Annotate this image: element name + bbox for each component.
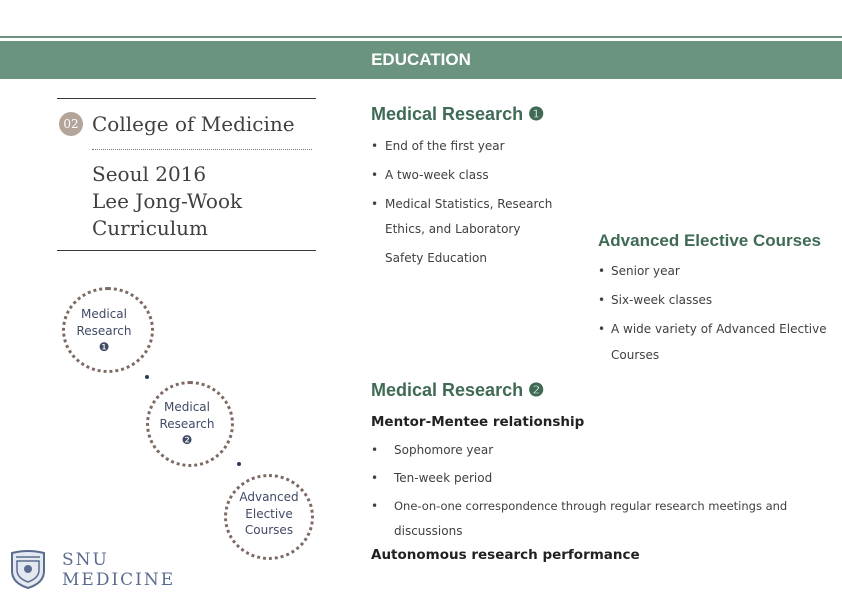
- logo-line-2: MEDICINE: [62, 570, 176, 590]
- research2-subtitle: Mentor-Mentee relationship: [371, 414, 585, 430]
- banner-top-line: [0, 36, 842, 38]
- elective-bullet-continuation: Courses: [611, 348, 660, 362]
- research1-bullet-continuation: Safety Education: [385, 251, 487, 265]
- research2-bullet-mark: •: [371, 499, 379, 513]
- research1-bullet: Medical Statistics, Research: [385, 197, 553, 211]
- circle-label-line: Advanced: [239, 490, 299, 504]
- logo-line-1: SNU: [62, 550, 109, 570]
- research2-bullet: Ten-week period: [394, 471, 493, 485]
- elective-heading: Advanced Elective Courses: [598, 231, 821, 250]
- connector-dot: [237, 462, 241, 466]
- research2-bullet-mark: •: [371, 471, 379, 485]
- elective-bullet: Six-week classes: [611, 293, 713, 307]
- research1-bullet: A two-week class: [385, 168, 489, 182]
- research2-footer: Autonomous research performance: [371, 547, 640, 563]
- research1-bullet-continuation: Ethics, and Laboratory: [385, 222, 521, 236]
- research1-bullet-mark: •: [371, 197, 379, 211]
- circle-label-line: Research: [76, 323, 132, 338]
- snu-emblem-icon: [8, 549, 48, 589]
- circle-label-line: ❷: [181, 433, 193, 447]
- top-rule: [57, 98, 316, 99]
- college-title: College of Medicine: [92, 112, 295, 136]
- circle-label-line: Research: [159, 416, 215, 431]
- curriculum-line-1: Seoul 2016: [92, 162, 207, 186]
- research2-bullet-mark: •: [371, 443, 379, 457]
- research2-bullet-continuation: discussions: [394, 524, 463, 538]
- circle-label-line: ❶: [98, 340, 110, 354]
- banner-title: EDUCATION: [371, 50, 471, 69]
- research2-heading: Medical Research ❷: [371, 380, 545, 400]
- research2-bullet: One-on-one correspondence through regular research meetings and: [394, 499, 788, 513]
- curriculum-line-3: Curriculum: [92, 216, 209, 240]
- section-number-badge: 02: [59, 112, 83, 136]
- elective-bullet-mark: •: [598, 322, 606, 336]
- research2-circle-label: [146, 399, 228, 449]
- research1-bullet-mark: •: [371, 139, 379, 153]
- circle-label-line: Courses: [244, 523, 294, 537]
- research1-bullet: End of the first year: [385, 139, 505, 153]
- elective-circle-label: [224, 489, 314, 539]
- elective-bullet-mark: •: [598, 293, 606, 307]
- dotted-separator: [92, 149, 312, 150]
- research1-circle-label: [62, 306, 146, 356]
- research1-heading: Medical Research ❶: [371, 104, 545, 124]
- circle-label-line: Elective: [245, 506, 293, 521]
- curriculum-line-2: Lee Jong-Wook: [92, 189, 243, 213]
- circle-label-line: Medical: [81, 307, 127, 321]
- elective-bullet: A wide variety of Advanced Elective: [611, 322, 827, 336]
- bottom-rule: [57, 250, 316, 251]
- connector-dot: [145, 375, 149, 379]
- circle-label-line: Medical: [164, 400, 210, 414]
- elective-bullet-mark: •: [598, 264, 606, 278]
- research1-bullet-mark: •: [371, 168, 379, 182]
- elective-bullet: Senior year: [611, 264, 680, 278]
- research2-bullet: Sophomore year: [394, 443, 494, 457]
